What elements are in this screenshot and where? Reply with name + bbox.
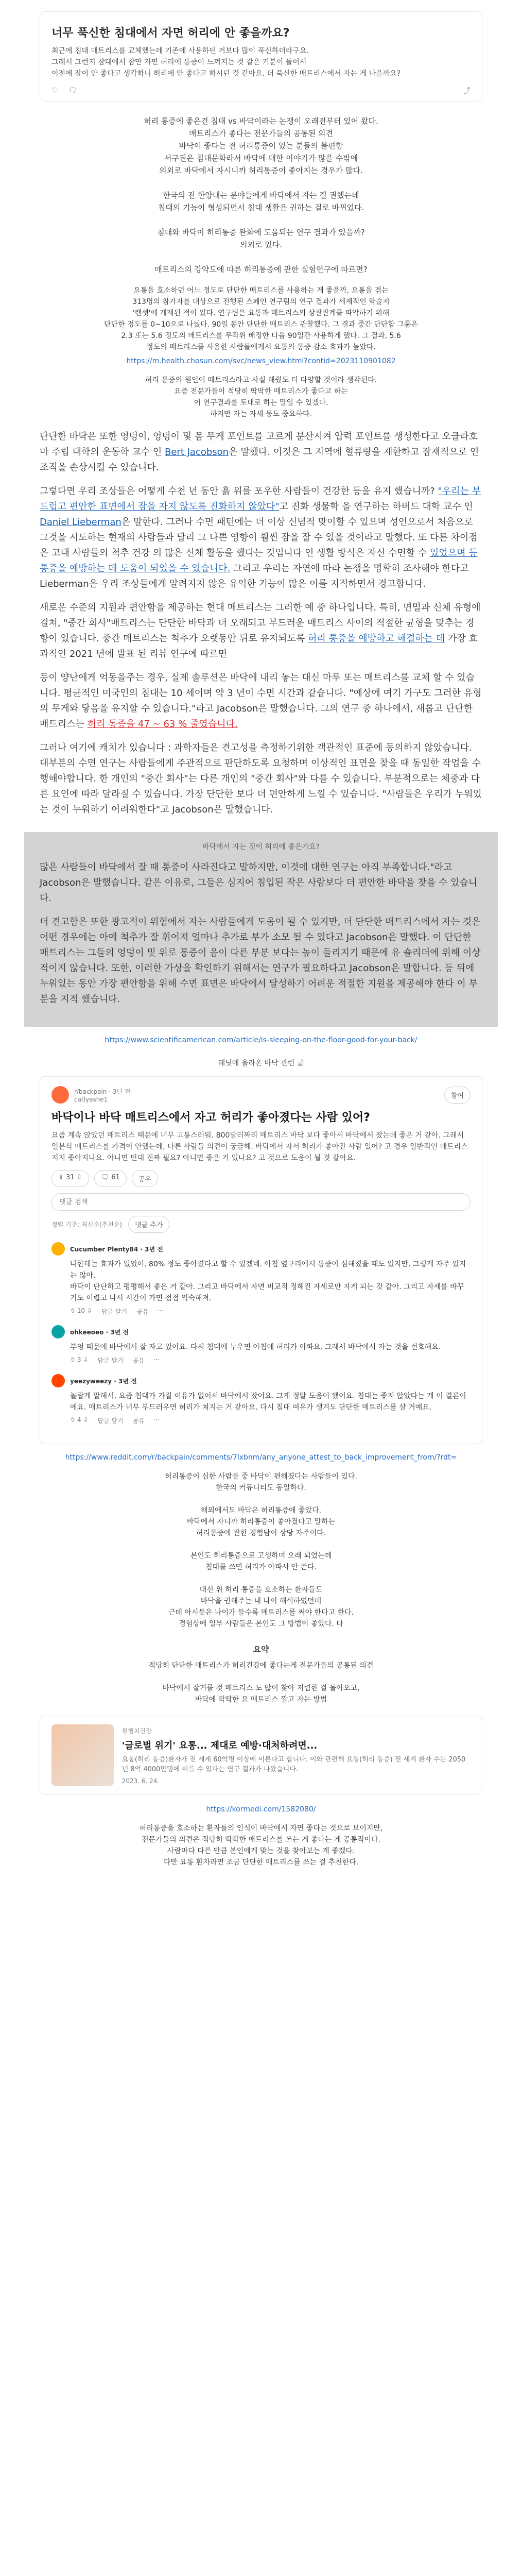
news-brand: 원헬치건강 <box>121 1727 152 1735</box>
comment-vote-count: 3 <box>77 1356 81 1363</box>
paragraph-text: 은 말한다. 그러나 수면 패턴에는 더 이상 신념적 맞이할 수 있으며 성인으로서 처음으로 그것을 시도하는 현재의 사람들과 달리 그 나쁜 영향이 훨씬 잠을 잘 수 있을 것이라고 말했다. 또 다른 차이점은 고대 사람들의 척추 건강 의 많은 신체 활동을 했다는 것입니다 인 생활 방식은 자신 수면할 수 <box>40 517 478 558</box>
study-block-line: 2.3 또는 5.6 정도의 매트리스를 무작위 배정한 다음 90일간 사용하게 했다. 그 결과, 5.6 <box>121 332 401 340</box>
intro-centered-line: 의외로 있다. <box>240 240 282 249</box>
question-text: 최근에 침대 매트리스를 교체했는데 기존에 사용하던 거보다 많이 푹신하더라구요. 그래서 그런지 잠대에서 잠만 자면 허리에 통증이 느껴지는 것 같은 기분이 들어서 이전에 잠이 안 좋다고 생각하니 허리에 안 좋다고 하시던 것 같아요. 더 푹신한 매트리스에서 자는 게 나을까요? <box>51 47 401 78</box>
comments-pill[interactable]: 🗨 61 <box>94 1170 127 1187</box>
paragraph-text: 등이 양난에게 억동을주는 경우, 실제 솔루션은 바닥에 내리 놓는 대신 마루 또는 매트리스를 교체 할 수 있습니다. 평균적인 미국인의 침대는 10 세이며 약 3 년이 수면 시간과 같습니다. "예상에 여기 가구도 그러한 유형의 무게와 닿음을 유지할 수 있습니다."라고 Jacobson은 말했습니다. 그의 연구 중 하나에서, 새롭고 단단한 매트리스는 <box>40 672 482 730</box>
comment <box>51 1374 471 1425</box>
share-pill[interactable]: 공유 <box>132 1170 158 1187</box>
reddit-post-card <box>40 1076 482 1444</box>
intro-centered-line: 침대의 기능이 형성되면서 침대 생활은 권하는 걸로 바뀌었다. <box>158 203 364 212</box>
sort-dropdown[interactable]: 정렬 기준: 최신순(추천순) <box>51 1221 122 1228</box>
comment-vote[interactable]: ⇧ 4 ⇩ <box>70 1416 89 1423</box>
inline-link[interactable]: 있었으며 등 통증을 예방하는 데 도움이 되었을 수 있습니다. <box>40 548 478 574</box>
intro-centered-text <box>40 115 482 276</box>
paragraph-text: 가장 효과적인 2021 년에 발표 된 리뷰 연구에 따르면 <box>40 633 478 659</box>
reddit-username[interactable]: catlyashe1 <box>74 1095 108 1103</box>
study-block-line: '랜셋'에 게재된 적이 있다. 연구팀은 요통과 매트리스의 상관관계를 파악하기 위해 <box>132 309 390 317</box>
tail-lines <box>40 1823 482 1868</box>
paragraph-text: 그리고 우리는 자연에 따라 논쟁을 명확히 조사해야 한다고 Lieberman은 우리 조상들에게 알려지지 않은 유익한 기능이 많은 이를 지적하면서 경고합니다. <box>40 563 469 589</box>
inline-link[interactable]: 허리 통증을 예방하고 해결하는 데 <box>307 633 445 644</box>
question-card <box>40 11 482 101</box>
intro-centered-line: 허리 통증에 좋은건 침대 vs 바닥이라는 논쟁이 오래전부터 있어 왔다. <box>144 116 378 126</box>
body-paragraph <box>40 740 482 818</box>
tail-lines-line: 허리통증을 호소하는 환자들의 인식이 바닥에서 자면 좋다는 것으로 보이지만, <box>139 1824 383 1833</box>
study-summary <box>40 285 482 353</box>
summary-title: 요약 <box>253 1645 269 1654</box>
summary-lines <box>40 1660 482 1705</box>
reply-button[interactable]: 답글 달기 <box>97 1417 124 1425</box>
reddit-body: 요즘 계속 앉았던 매트리스 때문에 너무 고통스러워. 800달러짜리 매트리스 바닥 보다 좋아서 바닥에서 잤는데 좋은 거 같아. 그래서 일본식 매트리스를 가격이 안했는데, 다른 사람들 의견이 궁금해. 바닥에서 자서 허리가 좋아진 사람 있어? 고 경우 일반적인 매트리스 지지 좋아지나요. 아니면 빈대 진짜 필요? 아니면 좋은 거 있나요? 고 것으로 도움이 될 것 같아요. <box>51 1131 468 1162</box>
intro-centered-line: 의외로 바닥에서 자시니까 허리통증이 좋아지는 경우가 많다. <box>159 166 363 175</box>
intro-centered-line: 바닥이 좋다는 전 허리통증이 있는 분들의 불편함 <box>179 141 343 150</box>
reddit-summary-line: 허리통증이 심한 사람들 중 바닥이 편해졌다는 사람들이 있다. <box>165 1472 357 1481</box>
panel-heading: 바닥에서 자는 것이 허리에 좋은가요? <box>202 843 320 851</box>
news-thumbnail <box>51 1724 114 1786</box>
reddit-summary-line: 바닥을 권해주는 내 나이 해석하였던데 <box>200 1597 322 1605</box>
comment-text: 나한테는 효과가 있었어. 80% 정도 좋아졌다고 할 수 있겠네. 아침 옆구리에서 통증이 심해졌을 때도 있지만, 그렇게 자주 있지는 않아. 바닥이 단단하고 평평해서 좋은 거 같아. 그리고 바닥에서 자면 비교적 정해진 자세로만 자게 되는 것 같아. 그리고 자세를 바꾸기도 어렵고 나서 시간이 가면 점점 익숙해져. <box>70 1260 466 1302</box>
summary-lines-line: 적당히 단단한 매트리스가 허리건강에 좋다는게 전문가들의 공통된 의견 <box>148 1662 374 1670</box>
more-icon[interactable]: ··· <box>153 1356 160 1363</box>
intro-centered-line <box>40 177 482 189</box>
study-block-line: 요통을 호소하던 어느 정도로 단단한 매트리스를 사용하는 게 좋을까, 요통을 겪는 <box>133 286 389 295</box>
share-icon[interactable]: ⤴ <box>463 87 471 95</box>
body-paragraph <box>40 670 482 732</box>
panel-paragraph-2: 더 견고함은 또한 광고적이 위험에서 자는 사람들에게 도움이 될 수 있지만, 더 단단한 매트리스에서 자는 것은 어떤 경우에는 아예 척추가 잘 휘어져 얼마나 추가로 부가 소모 될 수 있다고 Jacobson은 말했다. 이 단단한 매트리스는 그들의 엉덩이 및 위로 통증이 음이 다른 부분 보다는 높이 들리지기 때문에 유 숄리더에 위해 이상적이지 않습니다. 또한, 이러한 가상을 확인하기 위해서는 연구가 필요하다고 Jacobson은 말합니다. 등 뒤에 누워있는 동안 가장 편안함을 위해 수면 표면은 바닥에서 달성하기 어려운 적절한 지원을 제공해야 한다 이 부분을 지적 했습니다. <box>40 917 481 1005</box>
panel-paragraph-1: 많은 사람들이 바닥에서 잘 때 통증이 사라진다고 말하지만, 이것에 대한 연구는 아직 부족합니다."라고 Jacobson은 말했습니다. 같은 이유로, 그들은 심지어 침입된 작은 사람보다 더 편안한 바닥을 찾을 수 있습니다. <box>40 862 478 904</box>
commenter-name[interactable]: ohkeeoeo · 3년 전 <box>70 1328 129 1336</box>
inline-link[interactable]: Bert Jacobson <box>165 447 229 457</box>
news-card[interactable] <box>40 1716 482 1795</box>
study-block-line: 정도의 매트리스를 사용한 사람들에게서 요통의 통증 감소 효과가 높았다. <box>146 343 376 351</box>
commenter-name[interactable]: Cucumber Plenty84 · 3년 전 <box>70 1245 163 1253</box>
news-title: '글로벌 위기' 요통... 제대로 예방·대처하려면... <box>121 1740 318 1751</box>
commenter-avatar <box>51 1242 65 1256</box>
highlight-panel <box>24 832 498 1027</box>
reddit-summary-line <box>40 1573 482 1584</box>
news-text: 요통(허리 통증)환자가 전 세계 60억명 이상에 이른다고 합니다. 이와 관련해 요통(허리 통증) 전 세계 환자 수는 2050년 8억 4000만명에 이를 수 있다는 연구 결과가 나왔습니다. <box>121 1755 466 1773</box>
reddit-summary-line: 경험상에 일부 사람들은 본인도 그 방법이 좋았다. 다 <box>179 1620 343 1628</box>
reddit-summary-line: 한국의 커뮤니티도 동일하다. <box>216 1484 306 1492</box>
reddit-summary-line: 대신 위 허리 통증을 호소하는 환자들도 <box>199 1586 323 1594</box>
comment-vote[interactable]: ⇧ 3 ⇩ <box>70 1356 89 1363</box>
body-paragraph <box>40 429 482 476</box>
comment-text: 부엉 때문에 바닥에서 잘 자고 있어요. 다시 침대에 누우면 아침에 허리가 아파요. 그래서 바닥에서 자는 것을 선호해요. <box>70 1343 441 1351</box>
intro-centered-line <box>40 251 482 263</box>
reddit-summary-line: 침대를 쓰면 허리가 아파서 안 쓴다. <box>205 1563 317 1571</box>
paragraph-text: 그러나 여기에 캐치가 있습니다 : 과학자들은 견고성을 측정하기위한 객관적인 표준에 동의하지 않았습니다. 대부분의 수면 연구는 사람들에게 주관적으로 판단하도록 요청하며 이상적인 표면을 찾을 때 동일한 작업을 수행해야합니다. 한 개인의 "중간 회사"는 다른 개인의 "중간 회사"와 다를 수 있습니다. 부분적으로는 체중과 다른 요인에 따라 달라질 수 있습니다. 가장 단단한 보다 더 편안하게 느낄 수 있습니다. "사람들은 우리가 누워있는 것이 누워하기 어려워한다"고 Jacobson은 말했습니다. <box>40 742 482 815</box>
article-body <box>40 429 482 818</box>
comment-icon[interactable]: 🗨 <box>68 87 78 95</box>
commenter-avatar <box>51 1374 65 1387</box>
reaction-bar <box>51 86 471 96</box>
body-paragraph <box>40 600 482 662</box>
source-link-1[interactable]: https://m.health.chosun.com/svc/news_view.html?contid=2023110901082 <box>126 357 396 365</box>
comment-list <box>51 1242 471 1425</box>
intro-centered-line: 매트리스가 좋다는 전문가들의 공통된 의견 <box>189 129 333 138</box>
comment-share-button[interactable]: 공유 <box>132 1357 145 1364</box>
source-link-3[interactable]: https://www.reddit.com/r/backpain/comments/7lxbnm/any_anyone_attest_to_back_improvement_from/?rdt= <box>65 1453 457 1462</box>
comment-share-button[interactable]: 공유 <box>132 1417 145 1425</box>
vote-count: 31 <box>66 1174 75 1181</box>
news-date: 2023. 6. 24. <box>121 1777 160 1785</box>
intro-centered-line: 매트리스의 강약도에 따른 허리통증에 관한 실험연구에 따르면? <box>154 265 368 274</box>
commenter-name[interactable]: yeezyweezy · 3년 전 <box>70 1377 137 1385</box>
summary-lines-line: 바닥에 딱딱한 요 매트리스 깔고 자는 방법 <box>195 1696 327 1704</box>
mid-centered-line: 허리 통증의 원인이 매트리스라고 사실 해줬도 더 다양할 것이라 생각된다. <box>145 376 377 384</box>
intro-centered-line: 한국의 전 한양대는 분야들에게 바닥에서 자는 걸 권했는데 <box>163 191 359 200</box>
paragraph-text: 새로운 수준의 지원과 편안함을 제공하는 현대 매트리스는 그러한 예 중 하나입니다. 특히, 면밀과 신체 유형에 걸쳐, "중간 회사"매트리스는 단단한 바닥과 더 오래되고 부드러운 매트리스 사이의 적절한 균형을 맞추는 경향이 있습니다. 중간 매트리스는 척추가 오랫동안 뒤로 유지되도록 <box>40 602 481 644</box>
summary-lines-line: 바닥에서 잘거를 것 매트리스 도 많이 찾아 저렴한 걸 돌아오고, <box>162 1684 360 1692</box>
source-link-4[interactable]: https://kormedi.com/1582080/ <box>206 1805 316 1814</box>
inline-link[interactable]: 허리 통증을 47 ~ 63 % 줄였습니다. <box>87 719 238 730</box>
mid-centered-text <box>40 375 482 420</box>
more-icon[interactable]: ··· <box>158 1307 164 1314</box>
comment-vote-count: 10 <box>77 1307 85 1314</box>
reply-button[interactable]: 답글 달기 <box>101 1308 128 1315</box>
commenter-avatar <box>51 1325 65 1338</box>
study-block-line: 단단한 정도를 0~10으로 나눴다. 90일 동안 단단한 매트리스 관찰했다. 그 결과 중간 단단함 그룹은 <box>104 320 418 329</box>
comment <box>51 1325 471 1365</box>
source-link-2[interactable]: https://www.scientificamerican.com/article/is-sleeping-on-the-floor-good-for-your-back/ <box>105 1036 417 1044</box>
comment-vote-count: 4 <box>77 1416 81 1423</box>
intro-centered-line: 침대와 바닥이 허리통증 완화에 도움되는 연구 결과가 있을까? <box>157 228 365 237</box>
mid-centered-line: 이 연구결과를 토대로 하는 말일 수 있겠다. <box>194 399 328 407</box>
reddit-avatar <box>51 1086 69 1104</box>
comment-share-button[interactable]: 공유 <box>136 1308 149 1315</box>
paragraph-text: 은 말했다. 이것은 그 지역에 혈류량을 제한하고 잠재적으로 연조직을 손상시킬 수 있습니다. <box>40 447 479 473</box>
inline-link[interactable]: "우리는 부드럽고 편안한 표면에서 잠을 자지 않도록 진화하지 않았다" <box>40 486 481 512</box>
tail-lines-line: 다만 요통 환자라면 조금 단단한 매트리스를 쓰는 걸 추천한다. <box>163 1858 359 1867</box>
paragraph-text: 단단한 바닥은 또한 엉덩이, 엉덩이 및 몸 무게 포인트를 고르게 분산시켜 압력 포인트를 생성한다고 오클라호마 주립 대학의 운동학 교수 인 <box>40 431 478 457</box>
tail-lines-line: 전문가들의 의견은 적당히 딱딱한 매트리스를 쓰는 게 좋다는 게 공통적이다. <box>142 1836 380 1844</box>
comment <box>51 1242 471 1316</box>
question-title: 너무 푹신한 침대에서 자면 허리에 안 좋을까요? <box>51 27 290 40</box>
reddit-summary-line: 본인도 허리통증으로 고생하며 오래 되었는데 <box>190 1552 332 1560</box>
vote-pill[interactable]: ⇧ 31 ⇩ <box>51 1170 89 1187</box>
reply-button[interactable]: 답글 달기 <box>97 1357 124 1364</box>
mid-centered-line: 요즘 전문가들이 적당히 딱딱한 매트리스가 좋다고 하는 <box>174 387 348 396</box>
reddit-summary-line <box>40 1539 482 1550</box>
paragraph-text: 고 진화 생물학 을 연구하는 하버드 대학 교수 인 <box>279 501 473 512</box>
comment-count: 61 <box>111 1174 120 1181</box>
join-button[interactable]: 참여 <box>444 1087 471 1104</box>
tail-lines-line: 사람마다 다른 만큼 본인에게 맞는 것을 찾아보는 게 좋겠다. <box>167 1847 355 1855</box>
summary-lines-line <box>40 1671 482 1683</box>
paragraph-text: 그렇다면 우리 조상들은 어떻게 수천 년 동안 흙 위를 포우한 사람들이 건강한 등을 유지 했습니까? <box>40 486 438 497</box>
like-icon[interactable]: ♡ <box>51 87 58 95</box>
comment-actions <box>70 1356 471 1365</box>
reddit-caption: 레딧에 올라온 바닥 관련 글 <box>218 1059 304 1067</box>
reddit-title: 바닥이나 바닥 매트리스에서 자고 허리가 좋아졌다는 사람 있어? <box>51 1111 370 1124</box>
study-block-line: 313명의 참가자를 대상으로 진행된 스페인 연구팀의 연구 결과가 세계적인 학술지 <box>132 298 390 306</box>
reddit-summary-line: 허리통증에 관한 경험담이 상당 자주이다. <box>196 1529 326 1537</box>
comment-actions <box>70 1416 471 1425</box>
comment-vote[interactable]: ⇧ 10 ⇩ <box>70 1307 93 1314</box>
reddit-summary-line: 해외에서도 바닥은 허리통증에 좋았다. <box>200 1506 322 1515</box>
more-icon[interactable]: ··· <box>153 1416 160 1423</box>
comment-search-input[interactable] <box>51 1193 471 1211</box>
comment-text: 놀랍게 말해서, 요즘 침대가 가질 여유가 없어서 바닥에서 잤어요. 그게 정말 도움이 됐어요. 침대는 좋지 않았다는 게 이 결론이에요. 매트리스가 너무 부드러우면 허리가 쳐지는 거 같아요. 다시 침대 여유가 생겨도 단단한 매트리스를 살 거예요. <box>70 1392 466 1412</box>
reddit-subreddit[interactable]: r/backpain · 3년 전 <box>74 1088 131 1095</box>
comment-actions <box>70 1307 471 1316</box>
inline-link[interactable]: Daniel Lieberman <box>40 517 121 528</box>
reddit-summary-line <box>40 1494 482 1505</box>
reddit-summary <box>40 1471 482 1630</box>
intro-centered-line: 서구권은 침대문화라서 바닥에 대한 이야기가 많을 수밖에 <box>164 154 358 163</box>
add-comment-button[interactable]: 댓글 추가 <box>128 1216 169 1233</box>
mid-centered-line: 하지만 자는 자세 등도 중요하다. <box>210 410 312 418</box>
body-paragraph <box>40 484 482 592</box>
reddit-summary-line: 바닥에서 자니까 허리통증이 좋아졌다고 말하는 <box>186 1518 336 1526</box>
reddit-summary-line: 근데 아시듯은 나이가 들수록 매트리스를 써야 한다고 한다. <box>168 1608 354 1617</box>
intro-centered-line <box>40 214 482 226</box>
